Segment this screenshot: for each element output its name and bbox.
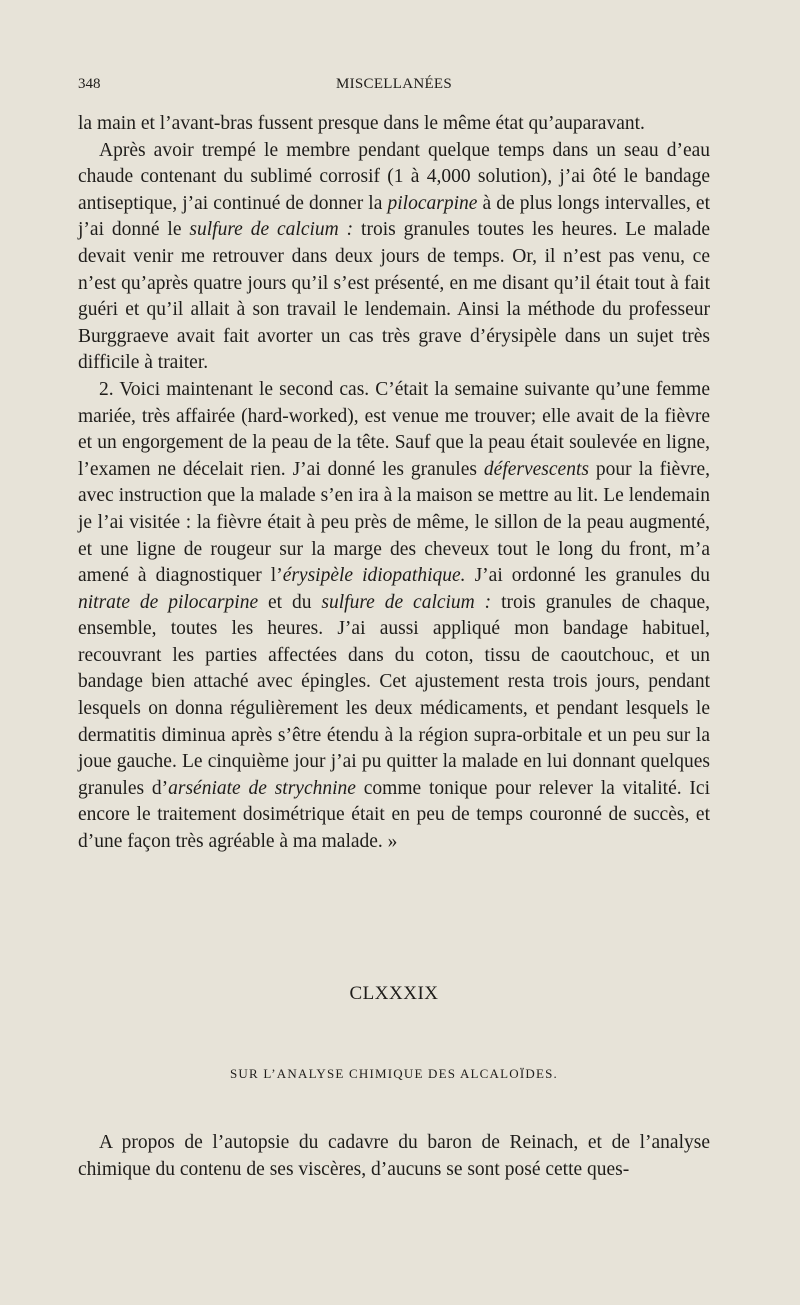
text-run: et du	[258, 591, 322, 613]
text-run: Après avoir trempé le membre pendant quelque temps dans un seau d’eau chaude contenant du sublimé corrosif (1 à 4,000 solution), j’ai ôté le bandage antiseptique, j’ai continué de donner la	[78, 139, 710, 214]
text-run: comme tonique pour relever la vitalité. Ici encore le traitement dosimétrique était en peu de temps couronné de succès, et d’une façon très agréable à ma malade. »	[78, 777, 710, 853]
running-title: MISCELLANÉES	[335, 76, 453, 92]
section-title: SUR L’ANALYSE CHIMIQUE DES ALCALOÏDES.	[229, 1066, 559, 1081]
italic-term: érysipèle idiopathique.	[282, 565, 466, 587]
section-body	[78, 1130, 710, 1183]
text-run: trois granules de chaque, ensemble, toutes les heures. J’ai aussi appliqué mon bandage habituel, recouvrant les parties affectées dans du coton, tissu de caoutchouc, et un bandage bien attaché avec épingles. Cet ajustement resta trois jours, pendant lesquels on donna régulièrement les deux médicaments, et pendant lesquels le dermatitis diminua après s’être étendu à la région supra-orbitale et un peu sur la joue gauche. Le cinquième jour j’ai pu quitter la malade en lui donnant quelques granules d’	[78, 591, 710, 799]
italic-term: pilocarpine	[387, 192, 478, 214]
text-run: à de plus longs intervalles, et j’ai donné le	[78, 192, 710, 241]
text-run: pour la fièvre, avec instruction que la malade s’en ira à la maison se mettre au lit. Le lendemain je l’ai visitée : la fièvre était à peu près de même, le sillon de la peau augmenté, et une ligne de rougeur sur la marge des cheveux tout le long du front, m’a amené à diagnostiquer l’	[78, 458, 710, 587]
paragraph-continuation: la main et l’avant-bras fussent presque dans le même état qu’auparavant.	[78, 113, 645, 134]
italic-term: défervescents	[483, 458, 589, 480]
page-header	[78, 76, 710, 98]
text-run: J’ai ordonné les granules du	[465, 565, 710, 587]
section-paragraph: A propos de l’autopsie du cadavre du baron de Reinach, et de l’analyse chimique du contenu de ses viscères, d’aucuns se sont posé cette ques-	[78, 1132, 710, 1180]
paragraph-second-case	[78, 377, 710, 856]
italic-term: arséniate de strychnine	[168, 777, 356, 799]
italic-term: sulfure de calcium :	[321, 591, 492, 613]
paragraph-treatment-first-case	[78, 138, 710, 377]
page-number: 348	[78, 76, 101, 92]
text-run: 2. Voici maintenant le second cas. C’était la semaine suivante qu’une femme mariée, très affairée (hard-worked), est venue me trouver; elle avait de la fièvre et un engorgement de la peau de la tête. Sauf que la peau était soulevée en ligne, l’examen ne décelait rien. J’ai donné les granules	[78, 378, 710, 480]
body-text	[78, 111, 710, 856]
italic-term: nitrate de pilocarpine	[78, 591, 259, 613]
text-run: trois granules toutes les heures. Le malade devait venir me retrouver dans deux jours de temps. Or, il n’est pas venu, ce n’est qu’après quatre jours qu’il s’est présenté, en me disant qu’il était tout à fait guéri et qu’il allait à son travail le lendemain. Ainsi la méthode du professeur Burggraeve avait fait avorter un cas très grave d’érysipèle dans un sujet très difficile à traiter.	[78, 219, 710, 374]
section-number: CLXXXIX	[349, 983, 439, 1004]
italic-term: sulfure de calcium :	[189, 219, 354, 241]
